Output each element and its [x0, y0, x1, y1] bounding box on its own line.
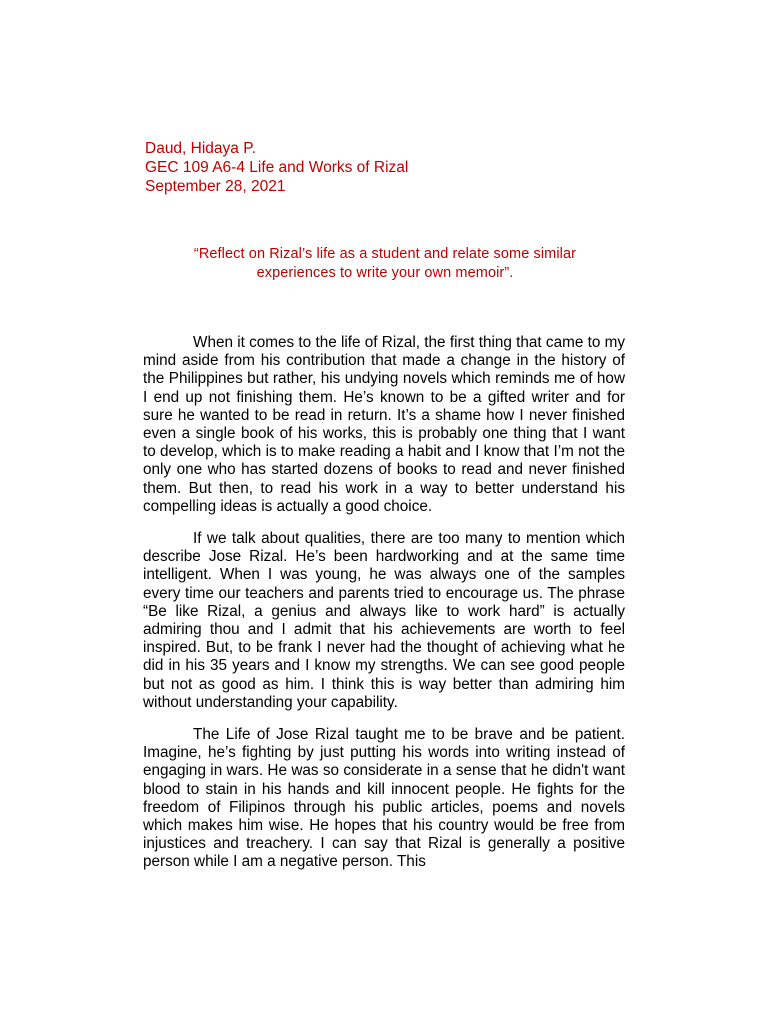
prompt-line-2: experiences to write your own memoir”.	[256, 265, 514, 281]
essay-paragraph-2: If we talk about qualities, there are too many to mention which describe Jose Rizal. He’s been hardworking and at the same time intelligent. When I was young, he was always one of the samples every time our teachers and parents tried to encourage us. The phrase “Be like Rizal, a genius and always like to work hard” is actually admiring thou and I admit that his achievements are worth to feel inspired. But, to be frank I never had the thought of achieving what he did in his 35 years and I know my strengths. We can see good people but not as good as him. I think this is way better than admiring him without understanding your capability.	[143, 530, 625, 711]
essay-body	[143, 334, 625, 886]
author-name: Daud, Hidaya P.	[145, 140, 256, 157]
document-date: September 28, 2021	[145, 178, 286, 195]
prompt-line-1: “Reflect on Rizal’s life as a student and relate some similar	[193, 246, 577, 262]
author-header	[145, 139, 408, 196]
course-title: GEC 109 A6-4 Life and Works of Rizal	[145, 159, 409, 176]
essay-paragraph-3: The Life of Jose Rizal taught me to be brave and be patient. Imagine, he’s fighting by just putting his words into writing instead of engaging in wars. He was so considerate in a sense that he didn't want blood to stain in his hands and kill innocent people. He fights for the freedom of Filipinos through his public articles, poems and novels which makes him wise. He hopes that his country would be free from injustices and treachery. I can say that Rizal is generally a positive person while I am a negative person. This	[143, 726, 625, 871]
assignment-prompt	[130, 245, 640, 283]
essay-paragraph-1: When it comes to the life of Rizal, the first thing that came to my mind aside from his contribution that made a change in the history of the Philippines but rather, his undying novels which reminds me of how I end up not finishing them. He’s known to be a gifted writer and for sure he wanted to be read in return. It’s a shame how I never finished even a single book of his works, this is probably one thing that I want to develop, which is to make reading a habit and I know that I’m not the only one who has started dozens of books to read and never finished them. But then, to read his work in a way to better understand his compelling ideas is actually a good choice.	[143, 334, 625, 515]
